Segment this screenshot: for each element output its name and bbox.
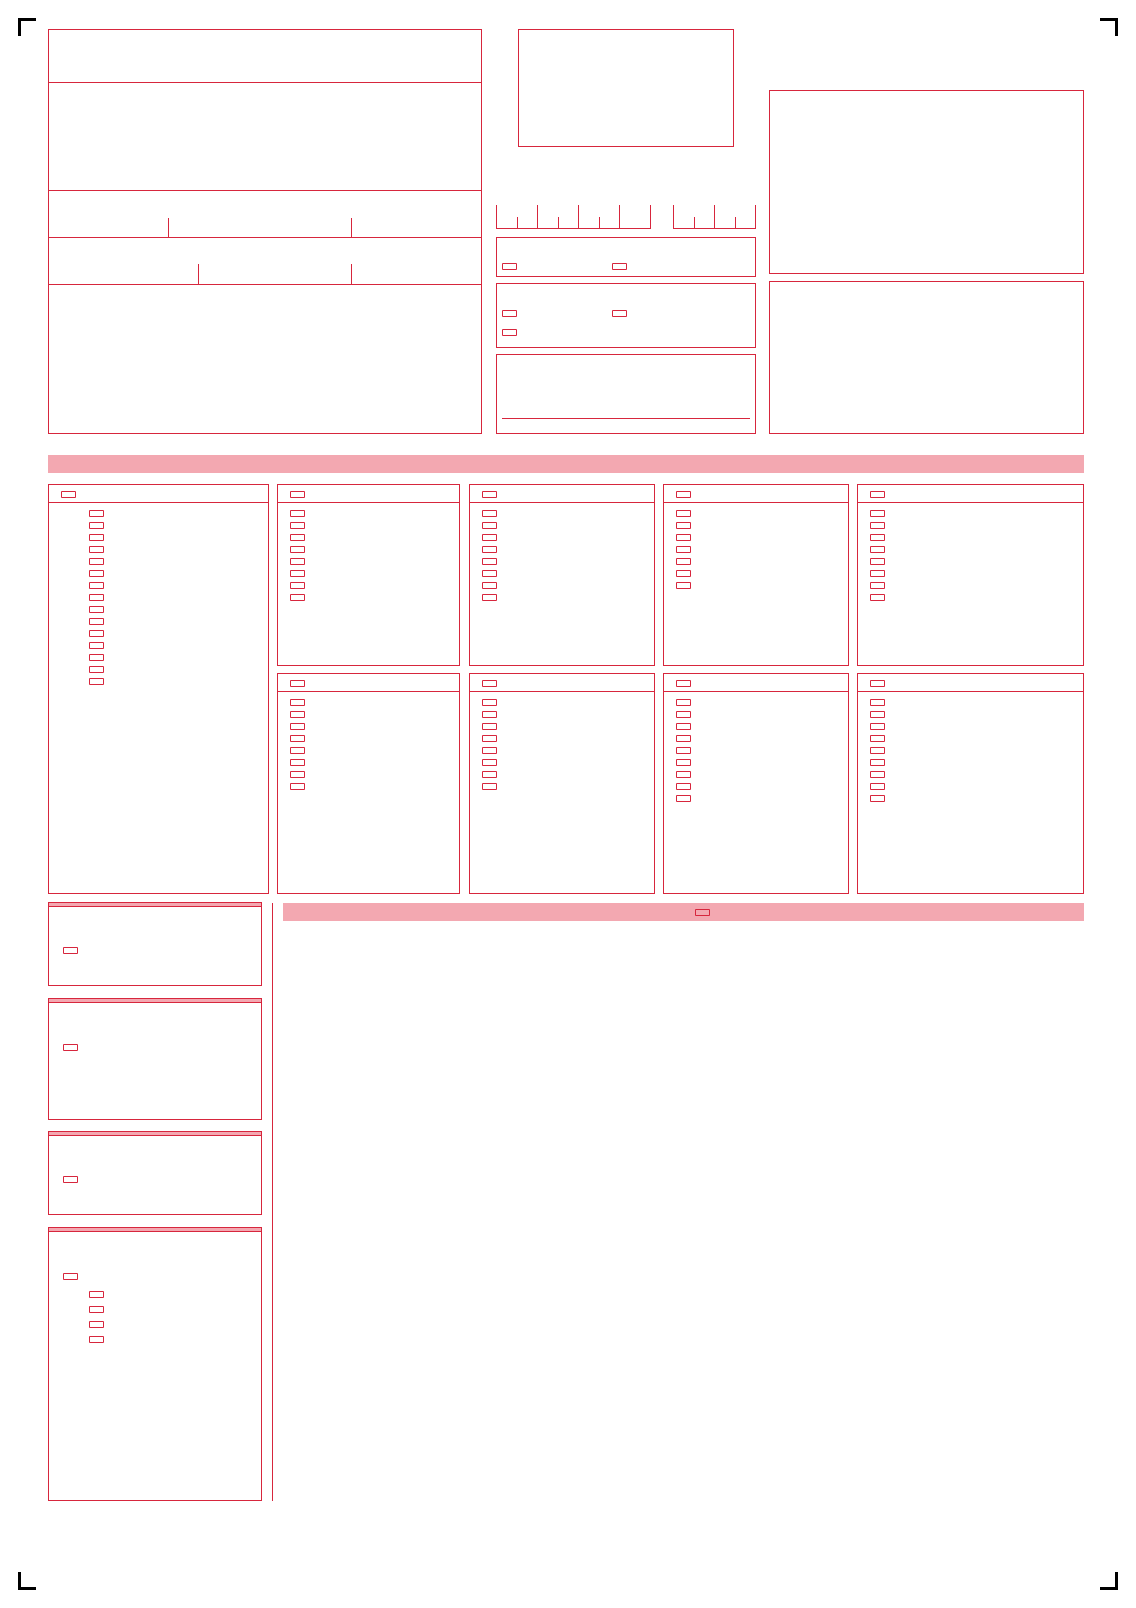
profile-item[interactable] <box>858 706 1083 718</box>
profile-checkbox[interactable] <box>290 680 305 687</box>
crop-mark-tr <box>1100 18 1118 36</box>
item-checkbox[interactable] <box>870 735 885 742</box>
item-checkbox[interactable] <box>290 582 305 589</box>
profile-item[interactable] <box>278 778 459 790</box>
item-checkbox[interactable] <box>676 759 691 766</box>
zoeliakie-items <box>89 1287 252 1347</box>
profile-item[interactable] <box>278 706 459 718</box>
item-checkbox[interactable] <box>870 534 885 541</box>
item-checkbox[interactable] <box>482 771 497 778</box>
zoeliakie-section <box>48 1227 262 1501</box>
profile-item[interactable] <box>278 529 459 541</box>
kapillarblut-option[interactable] <box>502 325 525 339</box>
item-checkbox[interactable] <box>870 795 885 802</box>
zoel-item[interactable] <box>89 1287 252 1298</box>
einsender-box <box>769 281 1084 434</box>
profile-item[interactable] <box>278 553 459 565</box>
item-checkbox[interactable] <box>89 666 104 673</box>
profile-item[interactable] <box>278 565 459 577</box>
profile-item[interactable] <box>49 553 268 565</box>
title-blank-box <box>769 90 1084 274</box>
profile-item[interactable] <box>664 529 848 541</box>
item-checkbox[interactable] <box>89 642 104 649</box>
item-checkbox[interactable] <box>676 522 691 529</box>
profile-item[interactable] <box>470 694 654 706</box>
item-checkbox[interactable] <box>482 534 497 541</box>
item-checkbox[interactable] <box>290 558 305 565</box>
item-checkbox[interactable] <box>676 795 691 802</box>
profile-item[interactable] <box>278 505 459 517</box>
probeneingang-box <box>496 354 756 434</box>
item-checkbox[interactable] <box>290 759 305 766</box>
item-checkbox[interactable] <box>89 594 104 601</box>
profile-checkbox[interactable] <box>676 680 691 687</box>
item-checkbox[interactable] <box>870 510 885 517</box>
item-checkbox[interactable] <box>290 747 305 754</box>
anaphylaxie-title <box>49 1132 261 1136</box>
item-checkbox[interactable] <box>676 735 691 742</box>
profile-checkbox[interactable] <box>290 491 305 498</box>
profile-item[interactable] <box>49 577 268 589</box>
profile-item[interactable] <box>664 565 848 577</box>
item-checkbox[interactable] <box>676 699 691 706</box>
profile-item[interactable] <box>858 766 1083 778</box>
profile-item[interactable] <box>49 565 268 577</box>
item-checkbox[interactable] <box>89 606 104 613</box>
zoel-item-checkbox[interactable] <box>89 1321 104 1328</box>
serum-checkbox[interactable] <box>612 310 627 317</box>
item-checkbox[interactable] <box>290 783 305 790</box>
profile-checkbox[interactable] <box>870 680 885 687</box>
profile-checkbox[interactable] <box>676 491 691 498</box>
patient-box <box>48 29 482 434</box>
profile-item[interactable] <box>49 541 268 553</box>
serum-option[interactable] <box>612 306 635 320</box>
profile-item[interactable] <box>470 517 654 529</box>
maennlich-option[interactable] <box>502 259 525 273</box>
profile-0 <box>48 484 269 894</box>
item-checkbox[interactable] <box>870 558 885 565</box>
profile-item[interactable] <box>278 730 459 742</box>
profile-item[interactable] <box>49 673 268 685</box>
item-checkbox[interactable] <box>482 747 497 754</box>
profile-item[interactable] <box>49 601 268 613</box>
profile-item[interactable] <box>470 730 654 742</box>
item-checkbox[interactable] <box>89 534 104 541</box>
profile-item[interactable] <box>278 577 459 589</box>
profile-item[interactable] <box>664 577 848 589</box>
tryptase-option[interactable] <box>63 1172 86 1186</box>
profile-item[interactable] <box>470 742 654 754</box>
item-checkbox[interactable] <box>870 711 885 718</box>
profile-title[interactable] <box>858 674 1083 692</box>
item-checkbox[interactable] <box>290 711 305 718</box>
item-checkbox[interactable] <box>290 735 305 742</box>
gesamt-ige-section <box>48 902 262 986</box>
maennlich-checkbox[interactable] <box>502 263 517 270</box>
item-checkbox[interactable] <box>89 546 104 553</box>
zoel-item[interactable] <box>89 1302 252 1313</box>
item-checkbox[interactable] <box>870 747 885 754</box>
profile-checkbox[interactable] <box>482 491 497 498</box>
profile-item[interactable] <box>664 694 848 706</box>
crop-mark-br <box>1100 1572 1118 1590</box>
profile-4 <box>857 484 1084 666</box>
profile-item[interactable] <box>49 505 268 517</box>
profile-item[interactable] <box>858 517 1083 529</box>
profile-item[interactable] <box>470 766 654 778</box>
profile-item[interactable] <box>664 706 848 718</box>
zoel-item-checkbox[interactable] <box>89 1291 104 1298</box>
item-checkbox[interactable] <box>870 582 885 589</box>
profile-item[interactable] <box>664 790 848 802</box>
profile-item[interactable] <box>858 694 1083 706</box>
ecp-option[interactable] <box>63 1040 86 1054</box>
profile-item[interactable] <box>664 553 848 565</box>
profile-title[interactable] <box>278 674 459 692</box>
item-checkbox[interactable] <box>89 678 104 685</box>
profile-item[interactable] <box>278 754 459 766</box>
item-checkbox[interactable] <box>676 570 691 577</box>
item-checkbox[interactable] <box>870 699 885 706</box>
item-checkbox[interactable] <box>89 582 104 589</box>
profile-item[interactable] <box>278 517 459 529</box>
kinder-note <box>49 685 268 701</box>
profile-title[interactable] <box>49 485 268 503</box>
profile-1 <box>277 484 460 666</box>
profile-item[interactable] <box>664 730 848 742</box>
item-checkbox[interactable] <box>482 699 497 706</box>
zoel-item[interactable] <box>89 1317 252 1328</box>
item-checkbox[interactable] <box>676 582 691 589</box>
profile-7 <box>663 673 849 894</box>
profile-item[interactable] <box>664 541 848 553</box>
vollblut-option[interactable] <box>502 306 525 320</box>
profile-item[interactable] <box>664 505 848 517</box>
profile-item[interactable] <box>858 754 1083 766</box>
profile-item[interactable] <box>49 517 268 529</box>
zoel-item-checkbox[interactable] <box>89 1306 104 1313</box>
profile-item[interactable] <box>858 730 1083 742</box>
profile-item[interactable] <box>664 718 848 730</box>
item-checkbox[interactable] <box>482 582 497 589</box>
profile-item[interactable] <box>470 778 654 790</box>
profile-item[interactable] <box>49 661 268 673</box>
item-checkbox[interactable] <box>290 534 305 541</box>
profile-item[interactable] <box>470 577 654 589</box>
item-checkbox[interactable] <box>870 522 885 529</box>
item-checkbox[interactable] <box>89 570 104 577</box>
item-checkbox[interactable] <box>870 771 885 778</box>
item-checkbox[interactable] <box>290 510 305 517</box>
profile-item[interactable] <box>278 718 459 730</box>
profile-item[interactable] <box>664 754 848 766</box>
weiblich-checkbox[interactable] <box>612 263 627 270</box>
profile-item[interactable] <box>49 637 268 649</box>
item-checkbox[interactable] <box>290 699 305 706</box>
profile-title[interactable] <box>664 674 848 692</box>
item-checkbox[interactable] <box>89 630 104 637</box>
item-checkbox[interactable] <box>482 546 497 553</box>
item-checkbox[interactable] <box>482 594 497 601</box>
profile-item[interactable] <box>278 694 459 706</box>
weiblich-option[interactable] <box>612 259 635 273</box>
item-checkbox[interactable] <box>482 711 497 718</box>
item-checkbox[interactable] <box>676 534 691 541</box>
profile-title[interactable] <box>664 485 848 503</box>
item-checkbox[interactable] <box>482 510 497 517</box>
item-checkbox[interactable] <box>676 723 691 730</box>
aufschluesselung-checkbox[interactable] <box>695 909 710 916</box>
profile-5 <box>277 673 460 894</box>
item-checkbox[interactable] <box>482 759 497 766</box>
gesamt-ige-checkbox[interactable] <box>63 947 78 954</box>
auftragsnummer-box <box>518 29 734 147</box>
gesamt-ige-option[interactable] <box>63 943 86 957</box>
item-checkbox[interactable] <box>870 570 885 577</box>
entzuendung-title <box>49 999 261 1003</box>
profile-item[interactable] <box>858 742 1083 754</box>
profile-item[interactable] <box>278 742 459 754</box>
profile-item[interactable] <box>470 718 654 730</box>
zoel-item-checkbox[interactable] <box>89 1336 104 1343</box>
item-checkbox[interactable] <box>482 783 497 790</box>
item-checkbox[interactable] <box>676 711 691 718</box>
zoel-item[interactable] <box>89 1332 252 1343</box>
profile-title[interactable] <box>858 485 1083 503</box>
item-checkbox[interactable] <box>290 771 305 778</box>
profile-item[interactable] <box>858 589 1083 601</box>
zoeliakie-profile-checkbox[interactable] <box>63 1273 78 1280</box>
item-checkbox[interactable] <box>89 522 104 529</box>
profile-item[interactable] <box>49 613 268 625</box>
profile-item[interactable] <box>858 790 1083 802</box>
item-checkbox[interactable] <box>290 723 305 730</box>
profile-item[interactable] <box>470 565 654 577</box>
profile-2 <box>469 484 655 666</box>
item-checkbox[interactable] <box>870 759 885 766</box>
item-checkbox[interactable] <box>870 783 885 790</box>
item-checkbox[interactable] <box>482 735 497 742</box>
item-checkbox[interactable] <box>870 723 885 730</box>
profile-item[interactable] <box>470 553 654 565</box>
crop-mark-bl <box>18 1572 36 1590</box>
item-checkbox[interactable] <box>89 618 104 625</box>
profile-item[interactable] <box>49 529 268 541</box>
profile-3 <box>663 484 849 666</box>
item-checkbox[interactable] <box>89 654 104 661</box>
profile-item[interactable] <box>664 742 848 754</box>
item-checkbox[interactable] <box>870 546 885 553</box>
item-checkbox[interactable] <box>870 594 885 601</box>
entzuendung-section <box>48 998 262 1120</box>
zoeliakie-profile-option[interactable] <box>63 1269 86 1283</box>
profile-checkbox[interactable] <box>61 491 76 498</box>
item-checkbox[interactable] <box>290 570 305 577</box>
profile-checkbox[interactable] <box>870 491 885 498</box>
barcode <box>815 1530 1050 1575</box>
kapillarblut-checkbox[interactable] <box>502 329 517 336</box>
item-checkbox[interactable] <box>482 570 497 577</box>
profile-item[interactable] <box>858 718 1083 730</box>
profile-item[interactable] <box>470 529 654 541</box>
profile-item[interactable] <box>278 766 459 778</box>
crop-mark-tl <box>18 18 36 36</box>
item-checkbox[interactable] <box>676 558 691 565</box>
item-checkbox[interactable] <box>290 522 305 529</box>
profile-item[interactable] <box>858 529 1083 541</box>
gesamt-ige-title <box>49 903 261 907</box>
item-checkbox[interactable] <box>290 546 305 553</box>
profile-item[interactable] <box>470 505 654 517</box>
item-checkbox[interactable] <box>482 522 497 529</box>
item-checkbox[interactable] <box>676 510 691 517</box>
profile-item[interactable] <box>858 778 1083 790</box>
profile-item[interactable] <box>858 553 1083 565</box>
profile-item[interactable] <box>49 625 268 637</box>
tryptase-checkbox[interactable] <box>63 1176 78 1183</box>
profile-checkbox[interactable] <box>482 680 497 687</box>
item-checkbox[interactable] <box>482 558 497 565</box>
ecp-checkbox[interactable] <box>63 1044 78 1051</box>
profile-6 <box>469 673 655 894</box>
item-checkbox[interactable] <box>290 594 305 601</box>
profile-item[interactable] <box>278 541 459 553</box>
profile-item[interactable] <box>858 565 1083 577</box>
profile-item[interactable] <box>470 589 654 601</box>
vollblut-checkbox[interactable] <box>502 310 517 317</box>
profile-item[interactable] <box>49 649 268 661</box>
spezifisches-ige-band <box>283 903 1084 921</box>
profile-title[interactable] <box>470 674 654 692</box>
profile-title[interactable] <box>470 485 654 503</box>
anaphylaxie-section <box>48 1131 262 1215</box>
profile-title[interactable] <box>278 485 459 503</box>
profile-item[interactable] <box>858 541 1083 553</box>
profile-item[interactable] <box>470 541 654 553</box>
profile-item[interactable] <box>664 778 848 790</box>
profile-item[interactable] <box>470 754 654 766</box>
profile-item[interactable] <box>664 766 848 778</box>
item-checkbox[interactable] <box>676 747 691 754</box>
profile-item[interactable] <box>278 589 459 601</box>
allergie-profile-band <box>48 455 1084 473</box>
profile-item[interactable] <box>49 589 268 601</box>
profile-item[interactable] <box>858 505 1083 517</box>
item-checkbox[interactable] <box>676 546 691 553</box>
item-checkbox[interactable] <box>89 510 104 517</box>
aufschluesselung-option[interactable] <box>695 906 720 918</box>
profile-item[interactable] <box>470 706 654 718</box>
item-checkbox[interactable] <box>676 771 691 778</box>
zoeliakie-title <box>49 1228 261 1232</box>
item-checkbox[interactable] <box>482 723 497 730</box>
item-checkbox[interactable] <box>676 783 691 790</box>
profile-item[interactable] <box>664 517 848 529</box>
profile-8 <box>857 673 1084 894</box>
item-checkbox[interactable] <box>89 558 104 565</box>
profile-item[interactable] <box>858 577 1083 589</box>
